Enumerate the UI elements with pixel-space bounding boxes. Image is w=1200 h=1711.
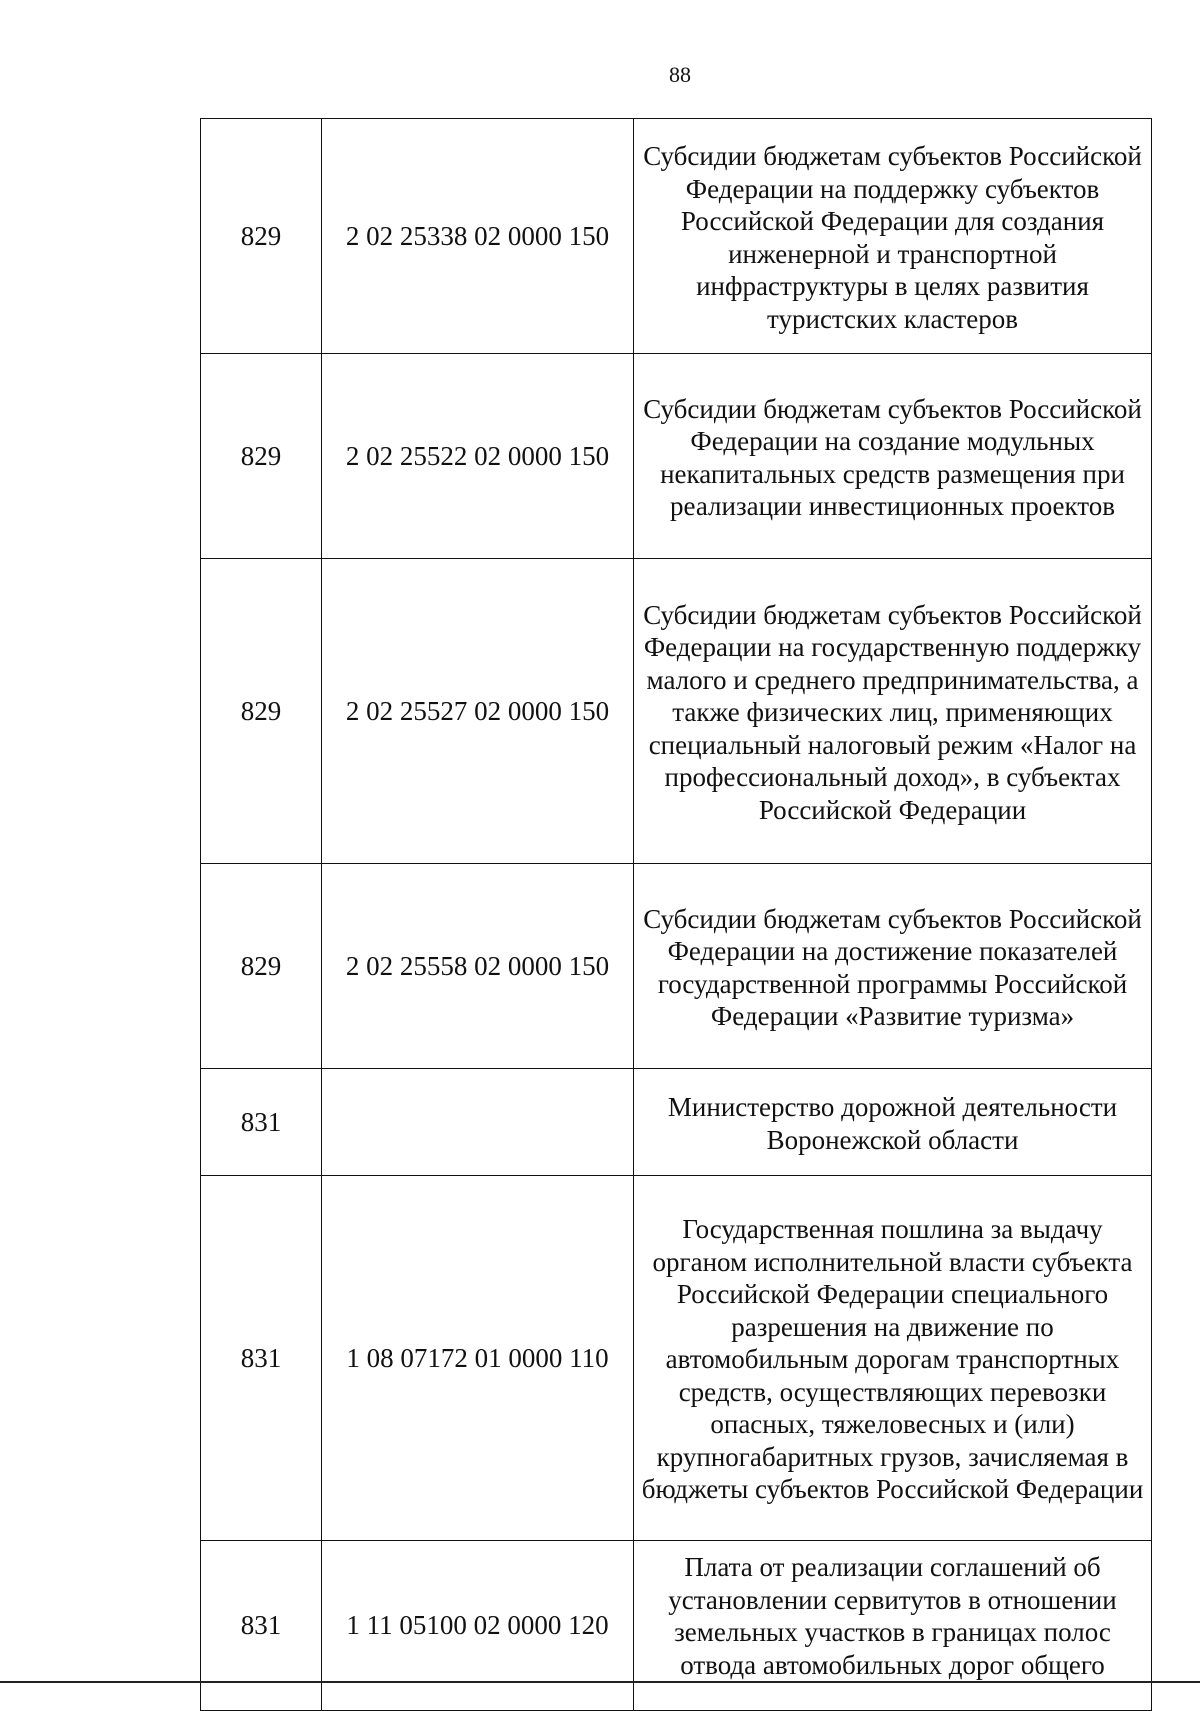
table-row [201, 559, 1152, 864]
admin-code-cell: 829 [201, 559, 322, 864]
income-code-cell [322, 1069, 634, 1176]
table-row [201, 864, 1152, 1069]
admin-code-cell: 829 [201, 119, 322, 354]
description-cell: Плата от реализации соглашений об установлении сервитутов в отношении земельных участков в границах полос отвода автомобильных дорог общего [634, 1541, 1152, 1711]
admin-code-cell: 829 [201, 354, 322, 559]
table-row [201, 119, 1152, 354]
admin-code-cell: 829 [201, 864, 322, 1069]
description-cell: Субсидии бюджетам субъектов Российской Федерации на поддержку субъектов Российской Федерации для создания инженерной и транспортной инфраструктуры в целях развития туристских кластеров [634, 119, 1152, 354]
description-cell: Субсидии бюджетам субъектов Российской Федерации на создание модульных некапитальных средств размещения при реализации инвестиционных проектов [634, 354, 1152, 559]
table-row [201, 1069, 1152, 1176]
description-cell: Государственная пошлина за выдачу органом исполнительной власти субъекта Российской Федерации специального разрешения на движение по автомобильным дорогам транспортных средств, осуществляющих перевозки опасных, тяжеловесных и (или) крупногабаритных грузов, зачисляемая в бюджеты субъектов Российской Федерации [634, 1176, 1152, 1541]
income-code-cell: 1 11 05100 02 0000 120 [322, 1541, 634, 1711]
description-cell: Субсидии бюджетам субъектов Российской Федерации на государственную поддержку малого и среднего предпринимательства, а также физических лиц, применяющих специальный налоговый режим «Налог на профессиональный доход», в субъектах Российской Федерации [634, 559, 1152, 864]
description-cell: Субсидии бюджетам субъектов Российской Федерации на достижение показателей государственной программы Российской Федерации «Развитие туризма» [634, 864, 1152, 1069]
table-row [201, 1541, 1152, 1711]
page-number: 88 [669, 62, 691, 87]
income-code-cell: 2 02 25522 02 0000 150 [322, 354, 634, 559]
table-row [201, 1176, 1152, 1541]
income-code-cell: 1 08 07172 01 0000 110 [322, 1176, 634, 1541]
table-row [201, 354, 1152, 559]
admin-code-cell: 831 [201, 1176, 322, 1541]
admin-code-cell: 831 [201, 1541, 322, 1711]
income-code-cell: 2 02 25527 02 0000 150 [322, 559, 634, 864]
income-code-cell: 2 02 25558 02 0000 150 [322, 864, 634, 1069]
income-codes-table [200, 118, 1152, 1711]
description-cell: Министерство дорожной деятельности Воронежской области [634, 1069, 1152, 1176]
admin-code-cell: 831 [201, 1069, 322, 1176]
page-bottom-rule [0, 1681, 1200, 1683]
income-code-cell: 2 02 25338 02 0000 150 [322, 119, 634, 354]
